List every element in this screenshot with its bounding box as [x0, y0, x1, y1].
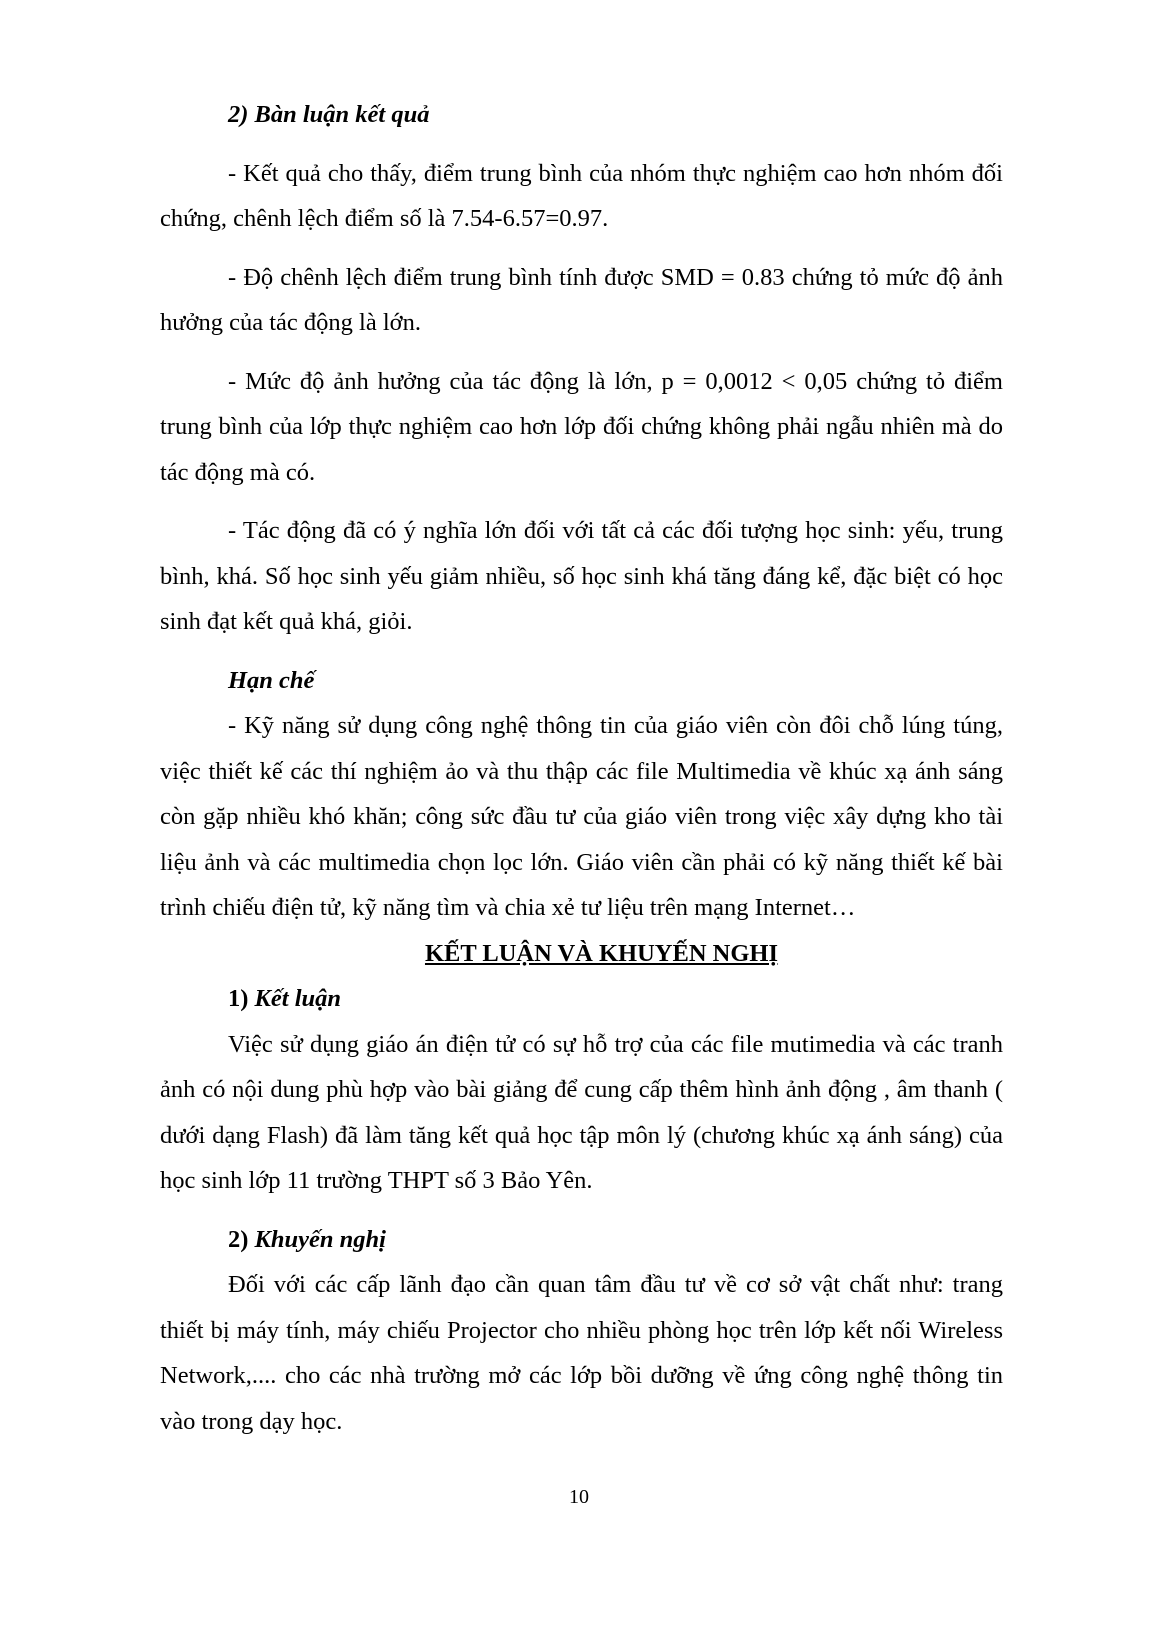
discussion-paragraph-2: - Độ chênh lệch điểm trung bình tính được SMD = 0.83 chứng tỏ mức độ ảnh hưởng của tác động là lớn.	[160, 263, 1003, 336]
discussion-heading: 2) Bàn luận kết quả	[228, 101, 430, 128]
conclusion-paragraph: Việc sử dụng giáo án điện tử có sự hỗ trợ của các file mutimedia và các tranh ảnh có nội dung phù hợp vào bài giảng để cung cấp thêm hình ảnh động , âm thanh ( dưới dạng Flash) đã làm tăng kết quả học tập môn lý (chương khúc xạ ánh sáng) của học sinh lớp 11 trường THPT số 3 Bảo Yên.	[160, 1030, 1003, 1194]
discussion-paragraph-4: - Tác động đã có ý nghĩa lớn đối với tất cả các đối tượng học sinh: yếu, trung bình, khá. Số học sinh yếu giảm nhiều, số học sinh khá tăng đáng kể, đặc biệt có học sinh đạt kết quả khá, giỏi.	[160, 517, 1003, 635]
limitations-paragraph: - Kỹ năng sử dụng công nghệ thông tin của giáo viên còn đôi chỗ lúng túng, việc thiết kế các thí nghiệm ảo và thu thập các file Multimedia về khúc xạ ánh sáng còn gặp nhiều khó khăn; công sức đầu tư của giáo viên trong việc xây dựng kho tài liệu ảnh và các multimedia chọn lọc lớn. Giáo viên cần phải có kỹ năng thiết kế bài trình chiếu điện tử, kỹ năng tìm và chia xẻ tư liệu trên mạng Internet…	[160, 712, 1003, 921]
conclusion-heading-text: Kết luận	[254, 985, 342, 1012]
conclusion-heading	[160, 976, 1003, 1022]
recommendation-paragraph: Đối với các cấp lãnh đạo cần quan tâm đầu tư về cơ sở vật chất như: trang thiết bị máy tính, máy chiếu Projector cho nhiều phòng học trên lớp kết nối Wireless Network,.... cho các nhà trường mở các lớp bồi dưỡng về ứng công nghệ thông tin vào trong dạy học.	[160, 1271, 1003, 1435]
discussion-paragraph-3: - Mức độ ảnh hưởng của tác động là lớn, p = 0,0012 < 0,05 chứng tỏ điểm trung bình của lớp thực nghiệm cao hơn lớp đối chứng không phải ngẫu nhiên mà do tác động mà có.	[160, 367, 1003, 486]
recommendation-heading-text: Khuyến nghị	[254, 1225, 386, 1253]
conclusion-number: 1)	[228, 985, 249, 1012]
recommendation-heading	[160, 1217, 1003, 1263]
conclusion-section-title: KẾT LUẬN VÀ KHUYẾN NGHỊ	[424, 939, 779, 967]
document-page	[160, 92, 1003, 1444]
discussion-paragraph-1: - Kết quả cho thấy, điểm trung bình của nhóm thực nghiệm cao hơn nhóm đối chứng, chênh lệch điểm số là 7.54-6.57=0.97.	[160, 159, 1003, 232]
page-number: 10	[569, 1486, 589, 1508]
recommendation-number: 2)	[228, 1225, 249, 1253]
limitations-heading: Hạn chế	[228, 666, 315, 694]
